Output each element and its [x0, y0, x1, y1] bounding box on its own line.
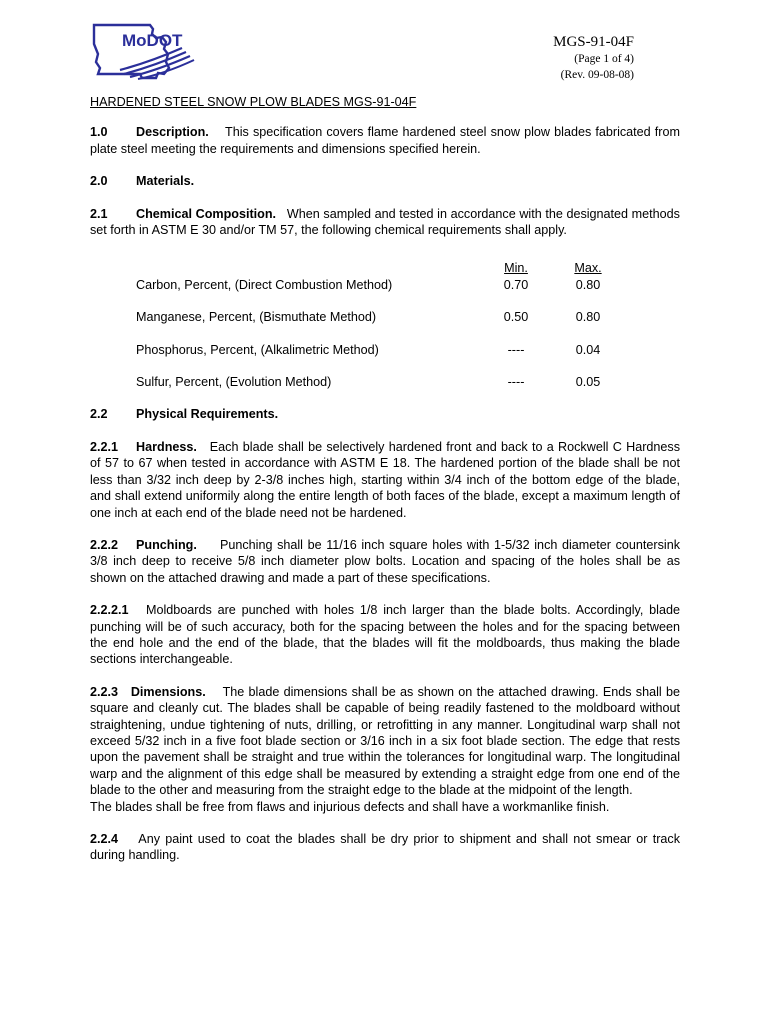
- document-title: HARDENED STEEL SNOW PLOW BLADES MGS-91-04F: [90, 95, 417, 109]
- page-number: (Page 1 of 4): [574, 53, 634, 65]
- element-label: Phosphorus, Percent, (Alkalimetric Method): [136, 342, 379, 357]
- logo-text: MoDOT: [122, 31, 183, 50]
- section-number: 2.2.3: [90, 684, 119, 699]
- table-row: [136, 277, 624, 293]
- section-text: Moldboards are punched with holes 1/8 inch larger than the blade bolts. Accordingly, blade punching will be of such accuracy, both for the spacing between the holes and for the spacing between the end hole and the end of the blade, that the blades will fit the moldboards, thus making the blade sections interchangeable.: [90, 603, 680, 667]
- section-heading: Dimensions.: [130, 684, 206, 699]
- section-2-2-2-1: [90, 602, 680, 668]
- section-number: 2.0: [90, 174, 108, 189]
- section-heading: Hardness.: [136, 439, 197, 454]
- section-text: The blade dimensions shall be as shown on the attached drawing. Ends shall be square and cleanly cut. The blades shall be capable of being readily fastened to the moldboard without straightening, undue tightening of nuts, drilling, or retrofitting in any manner. Longitudinal warp shall not exceed 5/32 inch in a five foot blade section or 3/16 inch in a six foot blade section. The edge that rests upon the pavement shall be straight and true within the tolerances for longitudinal warp. The longitudinal warp and the alignment of this edge shall be measured by extending a straight edge from one end of the blade to the other and measuring from the straight edge to the blade at the midpoint of the length.: [90, 684, 680, 798]
- section-2-2-3: [90, 684, 680, 799]
- section-number: 2.1: [90, 206, 108, 221]
- max-value: 0.80: [575, 277, 601, 292]
- element-label: Carbon, Percent, (Direct Combustion Method): [136, 277, 393, 292]
- section-heading: Chemical Composition.: [136, 206, 277, 221]
- max-value: 0.05: [575, 375, 601, 390]
- table-row: [136, 309, 624, 325]
- section-heading: Punching.: [136, 537, 197, 552]
- table-row: [136, 342, 624, 358]
- section-text: This specification covers flame hardened steel snow plow blades fabricated from plate steel meeting the requirements and dimensions specified herein.: [90, 125, 680, 156]
- section-text: Punching shall be 11/16 inch square holes with 1-5/32 inch diameter countersink 3/8 inch deep to receive 5/8 inch diameter plow bolts. Location and spacing of the holes shall be as shown on the attached drawing and made a part of these specifications.: [90, 537, 680, 585]
- min-value: ----: [507, 375, 525, 390]
- section-2-2-1: [90, 439, 680, 521]
- section-heading: Physical Requirements.: [136, 407, 279, 422]
- section-text: When sampled and tested in accordance with the designated methods set forth in ASTM E 30 and/or TM 57, the following chemical requirements shall apply.: [90, 206, 680, 238]
- element-label: Manganese, Percent, (Bismuthate Method): [136, 310, 377, 325]
- section-number: 2.2: [90, 407, 108, 422]
- element-label: Sulfur, Percent, (Evolution Method): [136, 375, 332, 390]
- section-2-2-4: [90, 831, 680, 864]
- min-header: Min.: [504, 261, 528, 276]
- document-body: [90, 94, 680, 880]
- chemical-requirements-table: [136, 260, 624, 390]
- document-id-block: [553, 33, 634, 83]
- section-heading: Materials.: [136, 174, 195, 189]
- table-header-row: [136, 260, 624, 276]
- min-value: 0.50: [503, 310, 529, 325]
- section-1-0: [90, 124, 680, 157]
- section-number: 2.2.2: [90, 537, 119, 552]
- section-text: Any paint used to coat the blades shall be dry prior to shipment and shall not smear or track during handling.: [90, 832, 680, 863]
- revision-date: (Rev. 09-08-08): [560, 69, 634, 81]
- section-number: 1.0: [90, 125, 108, 140]
- section-2-0: [90, 173, 680, 189]
- max-header: Max.: [574, 261, 602, 276]
- section-number: 2.2.1: [90, 439, 119, 454]
- table-row: [136, 374, 624, 390]
- section-number: 2.2.2.1: [90, 603, 129, 618]
- doc-code: MGS-91-04F: [553, 34, 634, 50]
- section-text: Each blade shall be selectively hardened front and back to a Rockwell C Hardness of 57 to 67 when tested in accordance with ASTM E 18. The hardened portion of the blade shall be not less than 3/32 inch deep by 2-3/8 inches high, starting within 3/4 inch of the bottom edge of the blade, and shall extend uniformily along the entire length of both faces of the blade, except a maximum length of one inch at each end of the blade need not be hardened.: [90, 439, 680, 520]
- section-2-1: [90, 206, 680, 239]
- min-value: ----: [507, 342, 525, 357]
- modot-logo: [90, 22, 202, 80]
- section-2-2-2: [90, 537, 680, 586]
- section-text: The blades shall be free from flaws and injurious defects and shall have a workmanlike finish.: [90, 799, 610, 814]
- min-value: 0.70: [503, 277, 529, 292]
- section-number: 2.2.4: [90, 832, 119, 846]
- max-value: 0.80: [575, 310, 601, 325]
- section-heading: Description.: [136, 125, 209, 140]
- section-2-2-3-continued: [90, 799, 680, 815]
- max-value: 0.04: [575, 342, 601, 357]
- section-2-2: [90, 406, 680, 422]
